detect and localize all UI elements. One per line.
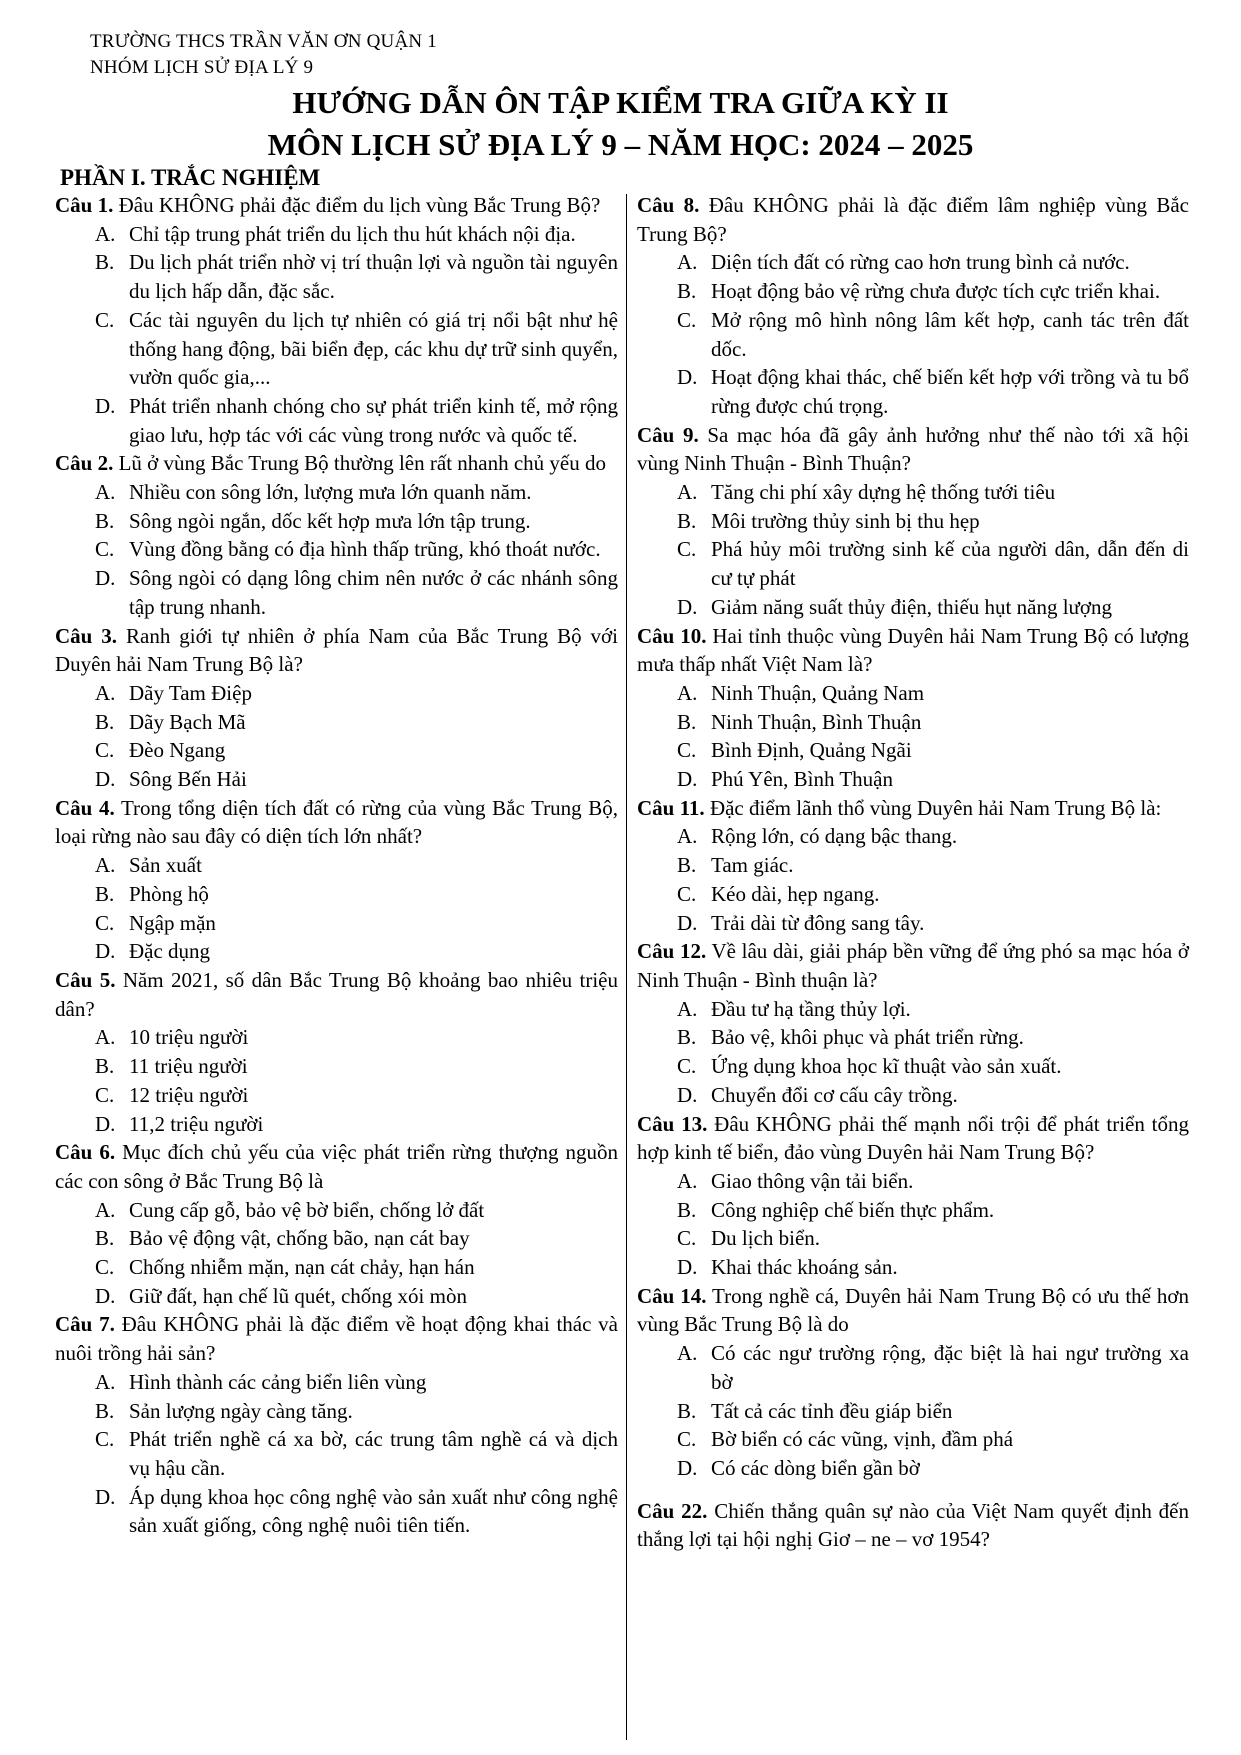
option-text: Phòng hộ [129,881,209,906]
option-letter: C. [95,537,115,562]
question-stem [55,1310,618,1367]
answer-option [637,1454,1189,1483]
answer-option [55,937,618,966]
answer-option [637,478,1189,507]
option-letter: C. [95,307,115,332]
question-number: Câu 12. [637,939,707,964]
answer-option [637,1397,1189,1426]
answer-option [637,1081,1189,1110]
option-letter: C. [677,1427,697,1452]
option-text: Sông ngòi có dạng lông chim nên nước ở các nhánh sông tập trung nhanh. [129,566,618,619]
option-text: Tam giác. [711,853,794,878]
option-text: Phát triển nhanh chóng cho sự phát triển kinh tế, mở rộng giao lưu, hợp tác với các vùng trong nước và quốc tế. [129,393,618,447]
answer-option [637,248,1189,277]
option-text: Chuyển đổi cơ cấu cây trồng. [711,1082,958,1107]
question [637,622,1189,794]
option-text: Dãy Tam Điệp [129,680,252,705]
question-text: Đâu KHÔNG phải là đặc điểm về hoạt động khai thác và nuôi trồng hải sản? [55,1312,618,1366]
option-text: Sông ngòi ngắn, dốc kết hợp mưa lớn tập trung. [129,508,531,533]
question-number: Câu 7. [55,1312,115,1337]
answer-option [55,679,618,708]
option-text: Phá hủy môi trường sinh kế của người dân, dẫn đến di cư tự phát [711,537,1189,591]
right-column [637,191,1189,1554]
option-letter: D. [677,767,698,792]
question-text: Sa mạc hóa đã gây ảnh hưởng như thế nào tới xã hội vùng Ninh Thuận - Bình Thuận? [637,422,1189,476]
question-number: Câu 1. [55,193,114,217]
option-letter: D. [95,1111,116,1136]
option-letter: B. [95,250,115,275]
option-text: Bình Định, Quảng Ngãi [711,738,912,763]
answer-option [637,1224,1189,1253]
answer-option [55,1253,618,1282]
question-number: Câu 22. [637,1498,708,1523]
option-letter: D. [677,594,698,619]
question-stem [55,449,618,478]
answer-option [55,708,618,737]
question-stem [637,1110,1189,1167]
answer-option [637,822,1189,851]
option-text: Ngập mặn [129,910,216,935]
option-letter: D. [95,1484,116,1509]
answer-option [55,478,618,507]
option-letter: A. [95,680,116,705]
option-text: Có các dòng biển gần bờ [711,1455,920,1480]
option-letter: C. [95,910,115,935]
answer-option [55,765,618,794]
answer-option [55,306,618,392]
question-number: Câu 9. [637,422,699,447]
answer-option [55,1282,618,1311]
question [637,1110,1189,1282]
option-text: Chống nhiễm mặn, nạn cát chảy, hạn hán [129,1255,475,1280]
option-letter: B. [95,709,115,734]
option-text: 11,2 triệu người [129,1111,264,1136]
answer-option [55,507,618,536]
option-text: Mở rộng mô hình nông lâm kết hợp, canh tác trên đất dốc. [711,307,1189,361]
question-text: Đâu KHÔNG phải là đặc điểm lâm nghiệp vùng Bắc Trung Bộ? [637,193,1189,246]
question [637,1282,1189,1483]
option-text: Sông Bến Hải [129,767,247,792]
question-text: Lũ ở vùng Bắc Trung Bộ thường lên rất nhanh chủ yếu do [118,451,606,476]
answer-option [637,1023,1189,1052]
option-text: Công nghiệp chế biến thực phẩm. [711,1197,995,1222]
option-letter: A. [95,221,116,246]
option-letter: C. [677,881,697,906]
option-letter: B. [95,1226,115,1251]
question [637,191,1189,421]
option-text: Chỉ tập trung phát triển du lịch thu hút khách nội địa. [129,221,576,246]
question [55,1310,618,1540]
question-number: Câu 3. [55,623,118,648]
option-text: Ninh Thuận, Bình Thuận [711,709,922,734]
answer-option [637,765,1189,794]
answer-option [637,535,1189,592]
option-letter: A. [677,250,698,275]
question [637,421,1189,622]
option-letter: A. [677,1168,698,1193]
question-number: Câu 13. [637,1111,708,1136]
answer-option [637,593,1189,622]
option-letter: D. [95,1283,116,1308]
option-text: Môi trường thủy sinh bị thu hẹp [711,508,980,533]
option-letter: B. [677,1197,697,1222]
option-letter: A. [95,1369,116,1394]
option-text: Rộng lớn, có dạng bậc thang. [711,824,958,849]
question [55,191,618,449]
option-letter: B. [677,508,697,533]
option-text: Du lịch biển. [711,1226,821,1251]
option-text: Bảo vệ, khôi phục và phát triển rừng. [711,1025,1024,1050]
option-letter: B. [677,279,697,304]
option-letter: B. [677,853,697,878]
answer-option [637,507,1189,536]
question [55,449,618,621]
option-text: Bờ biển có các vũng, vịnh, đầm phá [711,1427,1014,1452]
question-stem [637,421,1189,478]
question-text: Hai tỉnh thuộc vùng Duyên hải Nam Trung Bộ có lượng mưa thấp nhất Việt Nam là? [637,623,1189,677]
option-letter: C. [677,1054,697,1079]
answer-option [55,1425,618,1482]
school-name: TRƯỜNG THCS TRẦN VĂN ƠN QUẬN 1 [90,31,437,52]
option-text: Du lịch phát triển nhờ vị trí thuận lợi và nguồn tài nguyên du lịch hấp dẫn, đặc sắc. [129,250,618,304]
option-text: Sản lượng ngày càng tăng. [129,1398,353,1423]
answer-option [55,1397,618,1426]
question-text: Trong nghề cá, Duyên hải Nam Trung Bộ có ưu thế hơn vùng Bắc Trung Bộ là do [637,1283,1189,1337]
option-letter: B. [95,508,115,533]
option-letter: D. [677,365,698,390]
option-text: Trải dài từ đông sang tây. [711,910,925,935]
answer-option [55,909,618,938]
question-stem [637,937,1189,994]
question-number: Câu 8. [637,193,700,217]
section-heading: PHẦN I. TRẮC NGHIỆM [60,165,321,190]
question-number: Câu 6. [55,1140,116,1165]
option-text: Ninh Thuận, Quảng Nam [711,680,925,705]
option-text: Phát triển nghề cá xa bờ, các trung tâm nghề cá và dịch vụ hậu cần. [129,1427,618,1480]
option-letter: D. [95,566,116,591]
question-stem [55,622,618,679]
answer-option [55,1023,618,1052]
answer-option [55,1052,618,1081]
question-text: Đâu KHÔNG phải thế mạnh nổi trội để phát triển tổng hợp kinh tế biển, đảo vùng Duyên hải Nam Trung Bộ? [637,1111,1189,1165]
option-text: Các tài nguyên du lịch tự nhiên có giá trị nổi bật như hệ thống hang động, bãi biển đẹp, các khu dự trữ sinh quyển, vườn quốc gia,... [129,307,618,390]
option-text: Đặc dụng [129,939,211,964]
option-letter: C. [95,1255,115,1280]
option-letter: B. [677,1398,697,1423]
question-number: Câu 10. [637,623,707,648]
option-text: Giữ đất, hạn chế lũ quét, chống xói mòn [129,1283,467,1308]
option-text: Ứng dụng khoa học kĩ thuật vào sản xuất. [711,1054,1062,1079]
option-letter: A. [677,480,698,505]
answer-option [637,1339,1189,1396]
answer-option [55,535,618,564]
option-text: Hoạt động khai thác, chế biến kết hợp với trồng và tu bổ rừng được chú trọng. [711,365,1189,418]
answer-option [55,248,618,305]
question-text: Ranh giới tự nhiên ở phía Nam của Bắc Trung Bộ với Duyên hải Nam Trung Bộ là? [55,623,618,677]
option-letter: A. [677,680,698,705]
option-text: Bảo vệ động vật, chống bão, nạn cát bay [129,1226,470,1251]
question-stem [55,794,618,851]
option-letter: B. [95,881,115,906]
question-stem [637,191,1189,248]
question-number: Câu 5. [55,967,116,992]
question [637,937,1189,1109]
answer-option [637,1052,1189,1081]
option-text: Đèo Ngang [129,738,226,763]
option-text: Khai thác khoáng sản. [711,1255,898,1280]
option-letter: B. [95,1398,115,1423]
option-letter: C. [95,1082,115,1107]
option-letter: C. [95,738,115,763]
answer-option [55,1224,618,1253]
question-text: Trong tổng diện tích đất có rừng của vùng Bắc Trung Bộ, loại rừng nào sau đây có diện tích lớn nhất? [55,795,618,849]
answer-option [55,880,618,909]
option-text: Dãy Bạch Mã [129,709,246,734]
option-letter: A. [95,480,116,505]
question-stem [55,191,618,220]
option-text: Đầu tư hạ tầng thủy lợi. [711,996,911,1021]
column-divider [626,194,627,1740]
answer-option [637,1167,1189,1196]
question-text: Đặc điểm lãnh thổ vùng Duyên hải Nam Trung Bộ là: [709,795,1162,820]
question-number: Câu 2. [55,451,114,476]
question-stem [55,1138,618,1195]
option-text: Hoạt động bảo vệ rừng chưa được tích cực triển khai. [711,279,1161,304]
answer-option [55,1483,618,1540]
answer-option [637,1196,1189,1225]
question-text: Mục đích chủ yếu của việc phát triển rừng thượng nguồn các con sông ở Bắc Trung Bộ là [55,1140,618,1193]
option-letter: A. [677,1341,698,1366]
answer-option [55,1368,618,1397]
option-text: 12 triệu người [129,1082,249,1107]
left-column [55,191,618,1540]
option-letter: A. [677,996,698,1021]
question-stem [637,1497,1189,1554]
option-text: Nhiều con sông lớn, lượng mưa lớn quanh năm. [129,480,532,505]
question [55,622,618,794]
option-text: Cung cấp gỗ, bảo vệ bờ biển, chống lở đất [129,1197,485,1222]
option-text: Tăng chi phí xây dựng hệ thống tưới tiêu [711,480,1056,505]
option-letter: D. [677,910,698,935]
option-letter: C. [677,738,697,763]
question [55,966,618,1138]
answer-option [55,1081,618,1110]
option-text: Áp dụng khoa học công nghệ vào sản xuất như công nghệ sản xuất giống, công nghệ nuôi tiên tiến. [129,1484,618,1538]
answer-option [637,363,1189,420]
question [55,794,618,966]
option-text: Hình thành các cảng biển liên vùng [129,1369,427,1394]
option-letter: C. [677,307,697,332]
document-subtitle: MÔN LỊCH SỬ ĐỊA LÝ 9 – NĂM HỌC: 2024 – 2025 [267,127,974,162]
answer-option [637,679,1189,708]
option-text: Phú Yên, Bình Thuận [711,767,893,792]
question-text: Đâu KHÔNG phải đặc điểm du lịch vùng Bắc Trung Bộ? [118,193,601,217]
answer-option [55,851,618,880]
answer-option [637,736,1189,765]
answer-option [55,736,618,765]
option-letter: C. [677,537,697,562]
answer-option [637,880,1189,909]
option-text: Giao thông vận tải biển. [711,1168,914,1193]
question-text: Về lâu dài, giải pháp bền vững để ứng phó sa mạc hóa ở Ninh Thuận - Bình thuận là? [637,939,1189,992]
question-stem [637,622,1189,679]
document-title: HƯỚNG DẪN ÔN TẬP KIỂM TRA GIỮA KỲ II [292,85,949,120]
answer-option [637,306,1189,363]
option-letter: D. [677,1082,698,1107]
option-letter: D. [95,767,116,792]
question-number: Câu 14. [637,1283,707,1308]
option-text: 10 triệu người [129,1025,249,1050]
option-text: Diện tích đất có rừng cao hơn trung bình cả nước. [711,250,1130,275]
answer-option [637,909,1189,938]
option-text: Giảm năng suất thủy điện, thiếu hụt năng lượng [711,594,1113,619]
option-text: 11 triệu người [129,1054,248,1079]
option-text: Vùng đồng bằng có địa hình thấp trũng, khó thoát nước. [129,537,601,562]
question [637,794,1189,938]
option-letter: C. [677,1226,697,1251]
answer-option [637,277,1189,306]
option-letter: D. [677,1455,698,1480]
question [637,1483,1189,1554]
question-stem [637,1282,1189,1339]
question-number: Câu 11. [637,795,705,820]
option-letter: B. [95,1054,115,1079]
question-stem [637,794,1189,823]
answer-option [637,1253,1189,1282]
question-text: Chiến thắng quân sự nào của Việt Nam quyết định đến thắng lợi tại hội nghị Giơ – ne – vơ 1954? [637,1498,1189,1552]
option-letter: D. [95,939,116,964]
answer-option [55,564,618,621]
option-letter: A. [95,1197,116,1222]
option-text: Kéo dài, hẹp ngang. [711,881,880,906]
option-text: Tất cả các tỉnh đều giáp biển [711,1398,953,1423]
option-letter: D. [95,393,116,418]
group-name: NHÓM LỊCH SỬ ĐỊA LÝ 9 [90,57,314,78]
option-letter: A. [95,853,116,878]
option-text: Có các ngư trường rộng, đặc biệt là hai ngư trường xa bờ [711,1341,1189,1394]
answer-option [55,220,618,249]
spacer [637,1483,1189,1497]
option-letter: B. [677,709,697,734]
option-letter: A. [95,1025,116,1050]
answer-option [55,1110,618,1139]
option-letter: A. [677,824,698,849]
answer-option [637,995,1189,1024]
answer-option [637,708,1189,737]
question-number: Câu 4. [55,795,115,820]
option-letter: D. [677,1255,698,1280]
question-stem [55,966,618,1023]
option-letter: B. [677,1025,697,1050]
option-text: Sản xuất [129,853,202,878]
question [55,1138,618,1310]
answer-option [55,392,618,449]
question-text: Năm 2021, số dân Bắc Trung Bộ khoảng bao nhiêu triệu dân? [55,967,619,1021]
option-letter: C. [95,1427,115,1452]
answer-option [637,851,1189,880]
answer-option [55,1196,618,1225]
answer-option [637,1425,1189,1454]
